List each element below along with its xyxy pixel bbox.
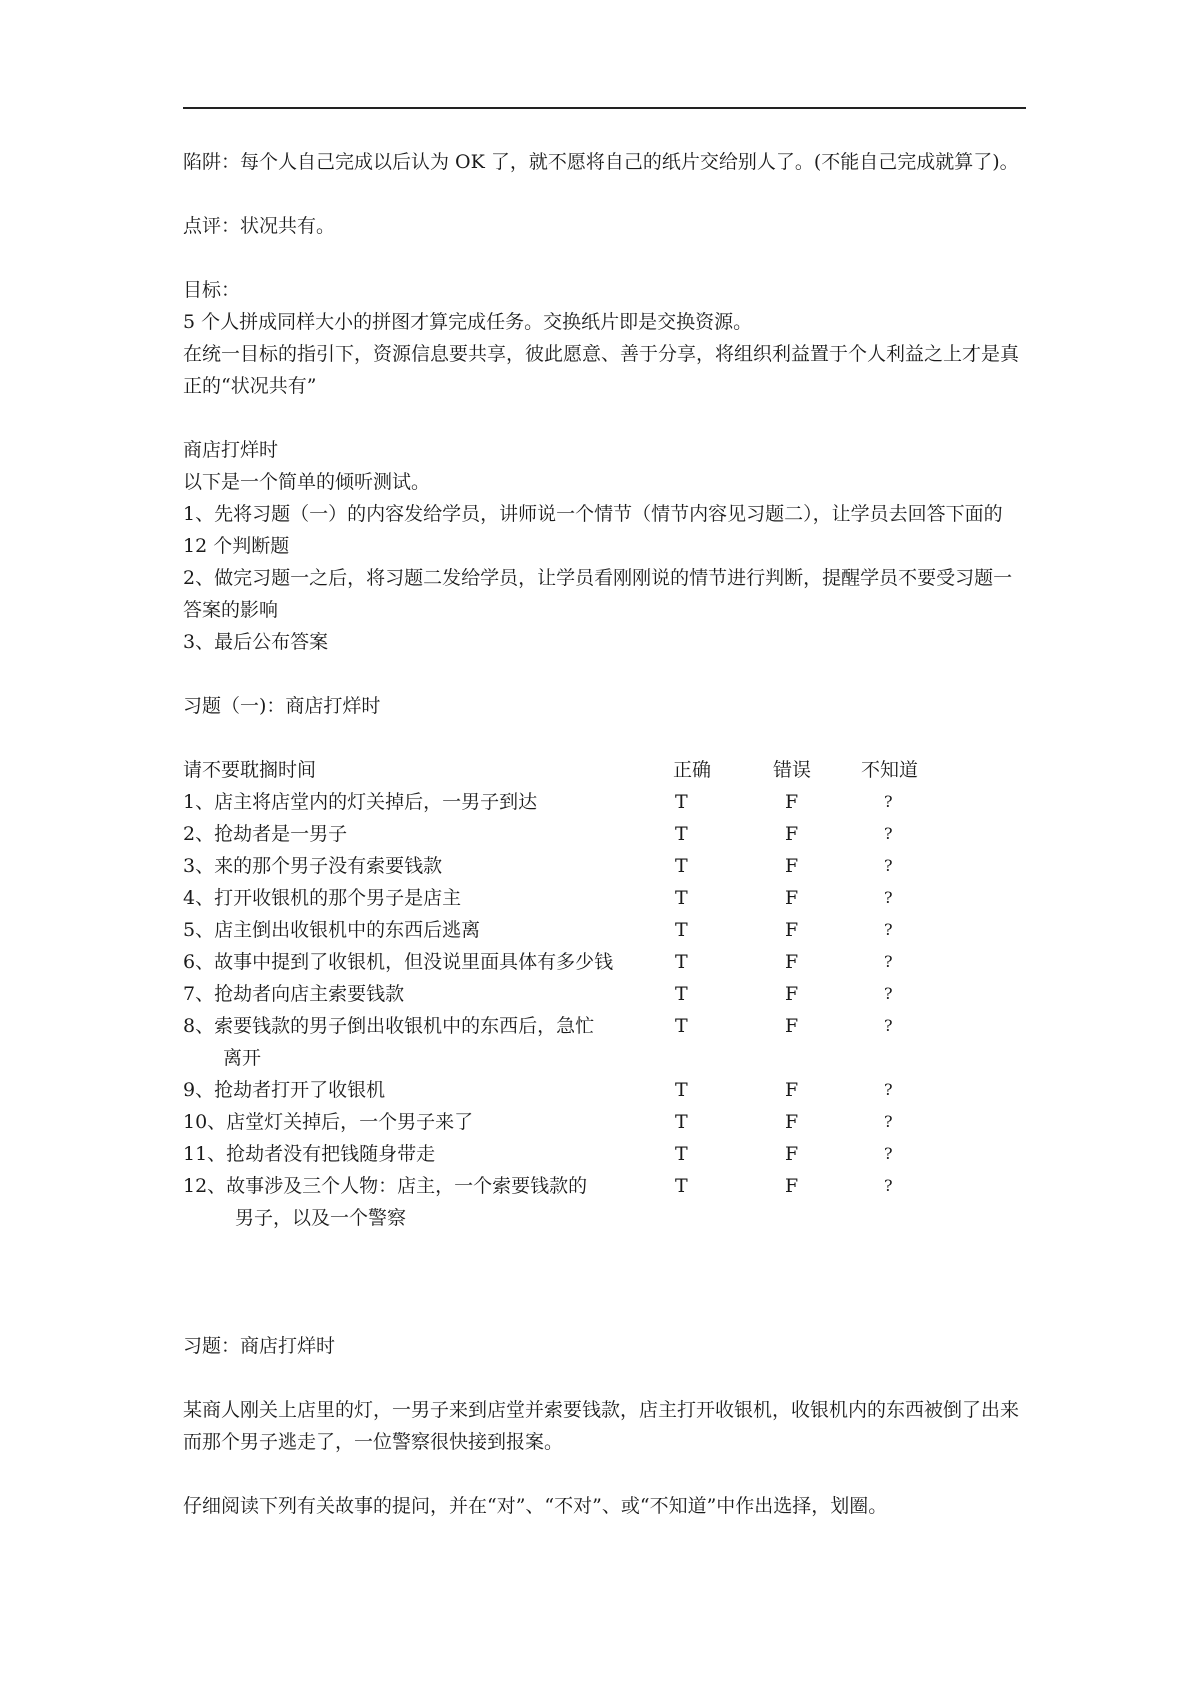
- false-option[interactable]: F: [785, 1111, 799, 1133]
- true-option[interactable]: T: [675, 1143, 688, 1165]
- trap-paragraph: 陷阱：每个人自己完成以后认为 OK 了，就不愿将自己的纸片交给别人了。(不能自己完成就算了)。: [183, 151, 1019, 173]
- exercise2-instruction: 仔细阅读下列有关故事的提问，并在“对”、“不对”、或“不知道”中作出选择，划圈。: [183, 1495, 888, 1517]
- unknown-option[interactable]: ?: [884, 792, 893, 811]
- unknown-option[interactable]: ?: [884, 1176, 893, 1195]
- true-option[interactable]: T: [675, 983, 688, 1005]
- question-text-continued: 离开: [223, 1047, 262, 1069]
- question-table: [183, 754, 1026, 1234]
- false-option[interactable]: F: [785, 791, 799, 813]
- true-option[interactable]: T: [675, 887, 688, 909]
- table-row: [183, 1138, 1026, 1170]
- question-cell: [183, 850, 673, 882]
- unknown-option[interactable]: ?: [884, 824, 893, 843]
- header-rule: [183, 107, 1026, 109]
- unknown-option[interactable]: ?: [884, 1016, 893, 1035]
- header-unknown: 不知道: [861, 759, 919, 781]
- question-cell: [183, 882, 673, 914]
- false-option[interactable]: F: [785, 1175, 799, 1197]
- false-option[interactable]: F: [785, 1015, 799, 1037]
- false-option[interactable]: F: [785, 823, 799, 845]
- true-option[interactable]: T: [675, 1175, 688, 1197]
- question-text: 9、抢劫者打开了收银机: [183, 1079, 386, 1101]
- question-cell: [183, 1138, 673, 1170]
- true-option[interactable]: T: [675, 1079, 688, 1101]
- table-row: [183, 914, 1026, 946]
- question-text-continued: 男子，以及一个警察: [235, 1207, 407, 1229]
- header-wrong: 错误: [773, 759, 812, 781]
- table-row: [183, 850, 1026, 882]
- false-option[interactable]: F: [785, 983, 799, 1005]
- question-text: 3、来的那个男子没有索要钱款: [183, 855, 443, 877]
- question-text: 4、打开收银机的那个男子是店主: [183, 887, 462, 909]
- goal-label: 目标：: [183, 279, 241, 301]
- question-text: 5、店主倒出收银机中的东西后逃离: [183, 919, 481, 941]
- question-text: 1、店主将店堂内的灯关掉后，一男子到达: [183, 791, 538, 813]
- unknown-option[interactable]: ?: [884, 1112, 893, 1131]
- goal-line-1: 5 个人拼成同样大小的拼图才算完成任务。交换纸片即是交换资源。: [183, 311, 753, 333]
- table-row: [183, 882, 1026, 914]
- false-option[interactable]: F: [785, 855, 799, 877]
- step-2: 2、做完习题一之后，将习题二发给学员，让学员看刚刚说的情节进行判断，提醒学员不要受习题一答案的影响: [183, 567, 1013, 621]
- comment-paragraph: 点评：状况共有。: [183, 215, 336, 237]
- unknown-option[interactable]: ?: [884, 952, 893, 971]
- true-option[interactable]: T: [675, 1111, 688, 1133]
- table-rows: [183, 786, 1026, 1234]
- question-cell: [183, 1010, 673, 1074]
- unknown-option[interactable]: ?: [884, 888, 893, 907]
- table-row: [183, 946, 1026, 978]
- document-body: [183, 146, 1026, 1522]
- table-row: [183, 1074, 1026, 1106]
- unknown-option[interactable]: ?: [884, 856, 893, 875]
- question-cell: [183, 1074, 673, 1106]
- question-text: 2、抢劫者是一男子: [183, 823, 348, 845]
- table-row: [183, 978, 1026, 1010]
- table-row: [183, 818, 1026, 850]
- true-option[interactable]: T: [675, 1015, 688, 1037]
- section-intro: 以下是一个简单的倾听测试。: [183, 471, 431, 493]
- question-cell: [183, 1106, 673, 1138]
- header-question: 请不要耽搁时间: [183, 759, 317, 781]
- exercise1-title: 习题（一)：商店打烊时: [183, 695, 381, 717]
- true-option[interactable]: T: [675, 919, 688, 941]
- question-text: 8、索要钱款的男子倒出收银机中的东西后，急忙: [183, 1015, 595, 1037]
- step-1: 1、先将习题（一）的内容发给学员，讲师说一个情节（情节内容见习题二），让学员去回答下面的 12 个判断题: [183, 503, 1003, 557]
- true-option[interactable]: T: [675, 855, 688, 877]
- question-cell: [183, 946, 673, 978]
- true-option[interactable]: T: [675, 791, 688, 813]
- question-text: 12、故事涉及三个人物：店主，一个索要钱款的: [183, 1175, 588, 1197]
- unknown-option[interactable]: ?: [884, 1080, 893, 1099]
- unknown-option[interactable]: ?: [884, 1144, 893, 1163]
- section-title: 商店打烊时: [183, 439, 279, 461]
- question-cell: [183, 1170, 673, 1234]
- false-option[interactable]: F: [785, 887, 799, 909]
- question-text: 11、抢劫者没有把钱随身带走: [183, 1143, 436, 1165]
- table-row: [183, 1106, 1026, 1138]
- question-text: 10、店堂灯关掉后，一个男子来了: [183, 1111, 474, 1133]
- table-row: [183, 786, 1026, 818]
- unknown-option[interactable]: ?: [884, 984, 893, 1003]
- goal-line-2: 在统一目标的指引下，资源信息要共享，彼此愿意、善于分享，将组织利益置于个人利益之上才是真正的“状况共有”: [183, 343, 1020, 397]
- true-option[interactable]: T: [675, 823, 688, 845]
- table-row: [183, 1010, 1026, 1074]
- question-cell: [183, 786, 673, 818]
- exercise2-story: 某商人刚关上店里的灯，一男子来到店堂并索要钱款，店主打开收银机，收银机内的东西被倒了出来而那个男子逃走了，一位警察很快接到报案。: [183, 1399, 1020, 1453]
- exercise2-title: 习题：商店打烊时: [183, 1335, 336, 1357]
- unknown-option[interactable]: ?: [884, 920, 893, 939]
- step-3: 3、最后公布答案: [183, 631, 329, 653]
- false-option[interactable]: F: [785, 919, 799, 941]
- header-correct: 正确: [673, 759, 712, 781]
- question-text: 6、故事中提到了收银机，但没说里面具体有多少钱: [183, 951, 614, 973]
- table-header: [183, 754, 1026, 786]
- question-cell: [183, 914, 673, 946]
- table-row: [183, 1170, 1026, 1234]
- question-cell: [183, 978, 673, 1010]
- true-option[interactable]: T: [675, 951, 688, 973]
- false-option[interactable]: F: [785, 1079, 799, 1101]
- question-cell: [183, 818, 673, 850]
- false-option[interactable]: F: [785, 951, 799, 973]
- false-option[interactable]: F: [785, 1143, 799, 1165]
- question-text: 7、抢劫者向店主索要钱款: [183, 983, 405, 1005]
